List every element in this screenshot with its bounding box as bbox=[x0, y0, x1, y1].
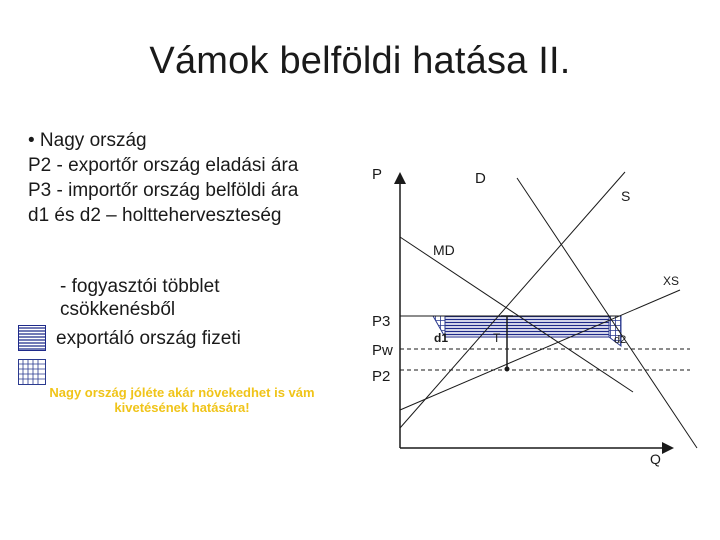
d2-label: d2 bbox=[614, 334, 627, 346]
d1-label: d1 bbox=[434, 331, 449, 345]
p3-label: P3 bbox=[372, 313, 391, 330]
supply-label: S bbox=[621, 188, 631, 204]
legend-consumer-surplus-line2: csökkenésből bbox=[60, 299, 176, 320]
import-demand-curve bbox=[400, 237, 633, 392]
bullet-p2-definition: P2 - exportőr ország eladási ára bbox=[28, 155, 299, 176]
export-supply-curve bbox=[400, 290, 680, 410]
price-axis-label: P bbox=[372, 166, 383, 183]
pw-label: Pw bbox=[372, 342, 393, 359]
tariff-marker-bottom bbox=[505, 367, 510, 372]
bullet-large-country: • Nagy ország bbox=[28, 130, 147, 151]
quantity-axis-label: Q bbox=[650, 451, 661, 467]
demand-label: D bbox=[475, 170, 486, 187]
supply-curve bbox=[400, 172, 625, 428]
legend-exporter-pays: exportáló ország fizeti bbox=[56, 328, 241, 349]
welfare-note: Nagy ország jóléte akár növekedhet is vám kivetésének hatására! bbox=[49, 385, 315, 415]
md-label: MD bbox=[433, 242, 455, 258]
tariff-label: T bbox=[493, 331, 501, 345]
demand-curve bbox=[517, 178, 697, 448]
p2-label: P2 bbox=[372, 368, 391, 385]
exporter-paid-area bbox=[445, 316, 609, 337]
slide-title: Vámok belföldi hatása II. bbox=[149, 40, 571, 82]
bullet-deadweight-loss: d1 és d2 – holtteherveszteség bbox=[28, 205, 282, 226]
xs-label: XS bbox=[663, 274, 680, 288]
bullet-p3-definition: P3 - importőr ország belföldi ára bbox=[28, 180, 299, 201]
legend-consumer-surplus-line1: - fogyasztói többlet bbox=[60, 276, 220, 297]
